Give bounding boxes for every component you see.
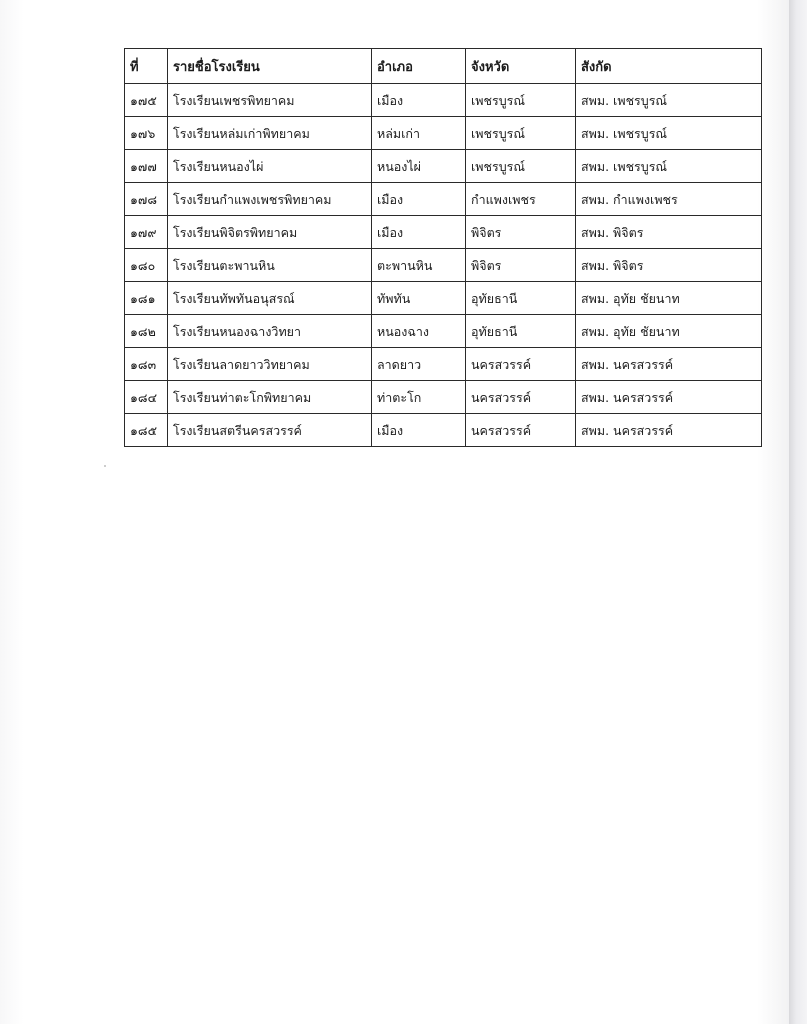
cell-no: ๑๘๐	[125, 249, 168, 282]
cell-office: สพม. เพชรบูรณ์	[576, 117, 762, 150]
cell-no: ๑๗๕	[125, 84, 168, 117]
page-edge-shadow	[789, 0, 807, 1024]
cell-no: ๑๘๓	[125, 348, 168, 381]
cell-province: นครสวรรค์	[466, 348, 576, 381]
cell-school-name: โรงเรียนหนองฉางวิทยา	[168, 315, 372, 348]
cell-district: หนองฉาง	[372, 315, 466, 348]
table-row	[125, 183, 762, 216]
cell-office: สพม. เพชรบูรณ์	[576, 84, 762, 117]
table-row	[125, 381, 762, 414]
cell-province: พิจิตร	[466, 249, 576, 282]
cell-school-name: โรงเรียนสตรีนครสวรรค์	[168, 414, 372, 447]
cell-school-name: โรงเรียนทัพทันอนุสรณ์	[168, 282, 372, 315]
cell-province: พิจิตร	[466, 216, 576, 249]
cell-province: นครสวรรค์	[466, 381, 576, 414]
cell-no: ๑๘๔	[125, 381, 168, 414]
cell-province: กำแพงเพชร	[466, 183, 576, 216]
cell-office: สพม. พิจิตร	[576, 216, 762, 249]
cell-district: เมือง	[372, 414, 466, 447]
cell-province: เพชรบูรณ์	[466, 84, 576, 117]
cell-no: ๑๘๕	[125, 414, 168, 447]
cell-district: เมือง	[372, 84, 466, 117]
cell-district: เมือง	[372, 183, 466, 216]
cell-office: สพม. นครสวรรค์	[576, 348, 762, 381]
cell-province: อุทัยธานี	[466, 282, 576, 315]
cell-district: ท่าตะโก	[372, 381, 466, 414]
paper-speck	[104, 465, 106, 467]
cell-no: ๑๗๖	[125, 117, 168, 150]
cell-office: สพม. พิจิตร	[576, 249, 762, 282]
cell-district: หล่มเก่า	[372, 117, 466, 150]
cell-school-name: โรงเรียนลาดยาววิทยาคม	[168, 348, 372, 381]
table-row	[125, 249, 762, 282]
cell-no: ๑๘๑	[125, 282, 168, 315]
header-office: สังกัด	[576, 49, 762, 84]
cell-province: เพชรบูรณ์	[466, 150, 576, 183]
cell-office: สพม. นครสวรรค์	[576, 381, 762, 414]
table-row	[125, 348, 762, 381]
table-row	[125, 216, 762, 249]
table-row	[125, 315, 762, 348]
cell-school-name: โรงเรียนเพชรพิทยาคม	[168, 84, 372, 117]
cell-district: หนองไผ่	[372, 150, 466, 183]
cell-school-name: โรงเรียนหล่มเก่าพิทยาคม	[168, 117, 372, 150]
school-list-table	[124, 48, 762, 447]
header-province: จังหวัด	[466, 49, 576, 84]
cell-school-name: โรงเรียนหนองไผ่	[168, 150, 372, 183]
table-row	[125, 414, 762, 447]
cell-no: ๑๘๒	[125, 315, 168, 348]
cell-province: นครสวรรค์	[466, 414, 576, 447]
cell-no: ๑๗๘	[125, 183, 168, 216]
cell-school-name: โรงเรียนตะพานหิน	[168, 249, 372, 282]
cell-office: สพม. อุทัย ชัยนาท	[576, 315, 762, 348]
cell-province: อุทัยธานี	[466, 315, 576, 348]
cell-district: ตะพานหิน	[372, 249, 466, 282]
header-school-name: รายชื่อโรงเรียน	[168, 49, 372, 84]
table-row	[125, 84, 762, 117]
cell-school-name: โรงเรียนท่าตะโกพิทยาคม	[168, 381, 372, 414]
cell-office: สพม. กำแพงเพชร	[576, 183, 762, 216]
cell-office: สพม. อุทัย ชัยนาท	[576, 282, 762, 315]
cell-office: สพม. เพชรบูรณ์	[576, 150, 762, 183]
header-district: อำเภอ	[372, 49, 466, 84]
cell-no: ๑๗๙	[125, 216, 168, 249]
header-no: ที่	[125, 49, 168, 84]
cell-province: เพชรบูรณ์	[466, 117, 576, 150]
cell-district: ลาดยาว	[372, 348, 466, 381]
table-row	[125, 150, 762, 183]
cell-school-name: โรงเรียนกำแพงเพชรพิทยาคม	[168, 183, 372, 216]
table-header-row	[125, 49, 762, 84]
cell-district: ทัพทัน	[372, 282, 466, 315]
cell-office: สพม. นครสวรรค์	[576, 414, 762, 447]
table-row	[125, 117, 762, 150]
table-row	[125, 282, 762, 315]
cell-no: ๑๗๗	[125, 150, 168, 183]
cell-school-name: โรงเรียนพิจิตรพิทยาคม	[168, 216, 372, 249]
cell-district: เมือง	[372, 216, 466, 249]
